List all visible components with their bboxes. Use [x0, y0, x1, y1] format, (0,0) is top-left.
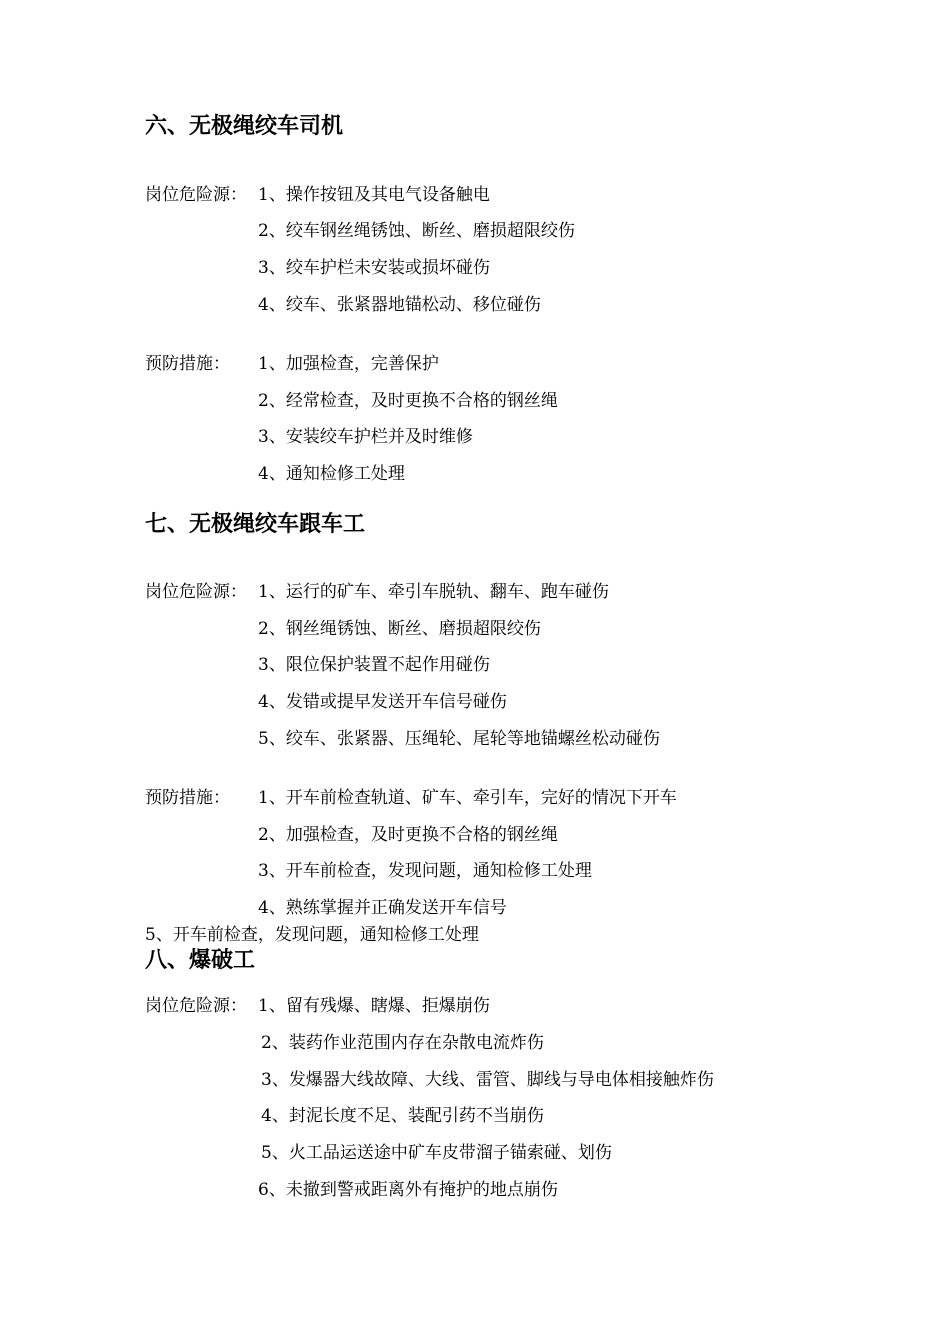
section-8-hazard-4: 4、封泥长度不足、装配引药不当崩伤: [261, 1106, 544, 1126]
section-8-hazard-2: 2、装药作业范围内存在杂散电流炸伤: [261, 1033, 544, 1053]
section-7-hazard-1: 1、运行的矿车、牵引车脱轨、翻车、跑车碰伤: [258, 582, 609, 602]
section-6-title: 六、无极绳绞车司机: [145, 114, 344, 139]
section-7-hazard-4: 4、发错或提早发送开车信号碰伤: [258, 692, 507, 712]
section-7-measure-3: 3、开车前检查，发现问题，通知检修工处理: [258, 861, 592, 881]
section-7-measure-2: 2、加强检查，及时更换不合格的钢丝绳: [258, 825, 558, 845]
section-8-title: 八、爆破工: [145, 948, 256, 973]
section-7-hazard-3: 3、限位保护装置不起作用碰伤: [258, 655, 490, 675]
section-8-hazard-1: 1、留有残爆、瞎爆、拒爆崩伤: [258, 996, 490, 1016]
section-7-hazard-5: 5、绞车、张紧器、压绳轮、尾轮等地锚螺丝松动碰伤: [258, 729, 660, 749]
section-6-measure-4: 4、通知检修工处理: [258, 464, 405, 484]
section-7-measure-4: 4、熟练掌握并正确发送开车信号: [258, 898, 507, 918]
section-6-hazard-4: 4、绞车、张紧器地锚松动、移位碰伤: [258, 295, 541, 315]
section-7-title: 七、无极绳绞车跟车工: [145, 512, 366, 537]
section-8-hazard-6: 6、未撤到警戒距离外有掩护的地点崩伤: [258, 1180, 558, 1200]
section-8-hazard-5: 5、火工品运送途中矿车皮带溜子锚索碰、划伤: [261, 1143, 612, 1163]
section-7-hazard-label: 岗位危险源：: [145, 582, 247, 602]
section-7-measure-5: 5、开车前检查，发现问题，通知检修工处理: [145, 925, 479, 945]
section-7-hazard-2: 2、钢丝绳锈蚀、断丝、磨损超限绞伤: [258, 619, 541, 639]
section-8-hazard-label: 岗位危险源：: [145, 996, 247, 1016]
section-6-hazard-label: 岗位危险源：: [145, 185, 247, 205]
section-7-measure-1: 1、开车前检查轨道、矿车、牵引车，完好的情况下开车: [258, 788, 677, 808]
section-6-hazard-3: 3、绞车护栏未安装或损坏碰伤: [258, 258, 490, 278]
section-6-measure-3: 3、安装绞车护栏并及时维修: [258, 427, 473, 447]
section-7-measure-label: 预防措施：: [145, 788, 230, 808]
section-8-hazard-3: 3、发爆器大线故障、大线、雷管、脚线与导电体相接触炸伤: [261, 1070, 714, 1090]
section-6-measure-label: 预防措施：: [145, 354, 230, 374]
section-6-hazard-1: 1、操作按钮及其电气设备触电: [258, 185, 490, 205]
section-6-measure-1: 1、加强检查，完善保护: [258, 354, 439, 374]
section-6-hazard-2: 2、绞车钢丝绳锈蚀、断丝、磨损超限绞伤: [258, 221, 575, 241]
section-6-measure-2: 2、经常检查，及时更换不合格的钢丝绳: [258, 391, 558, 411]
